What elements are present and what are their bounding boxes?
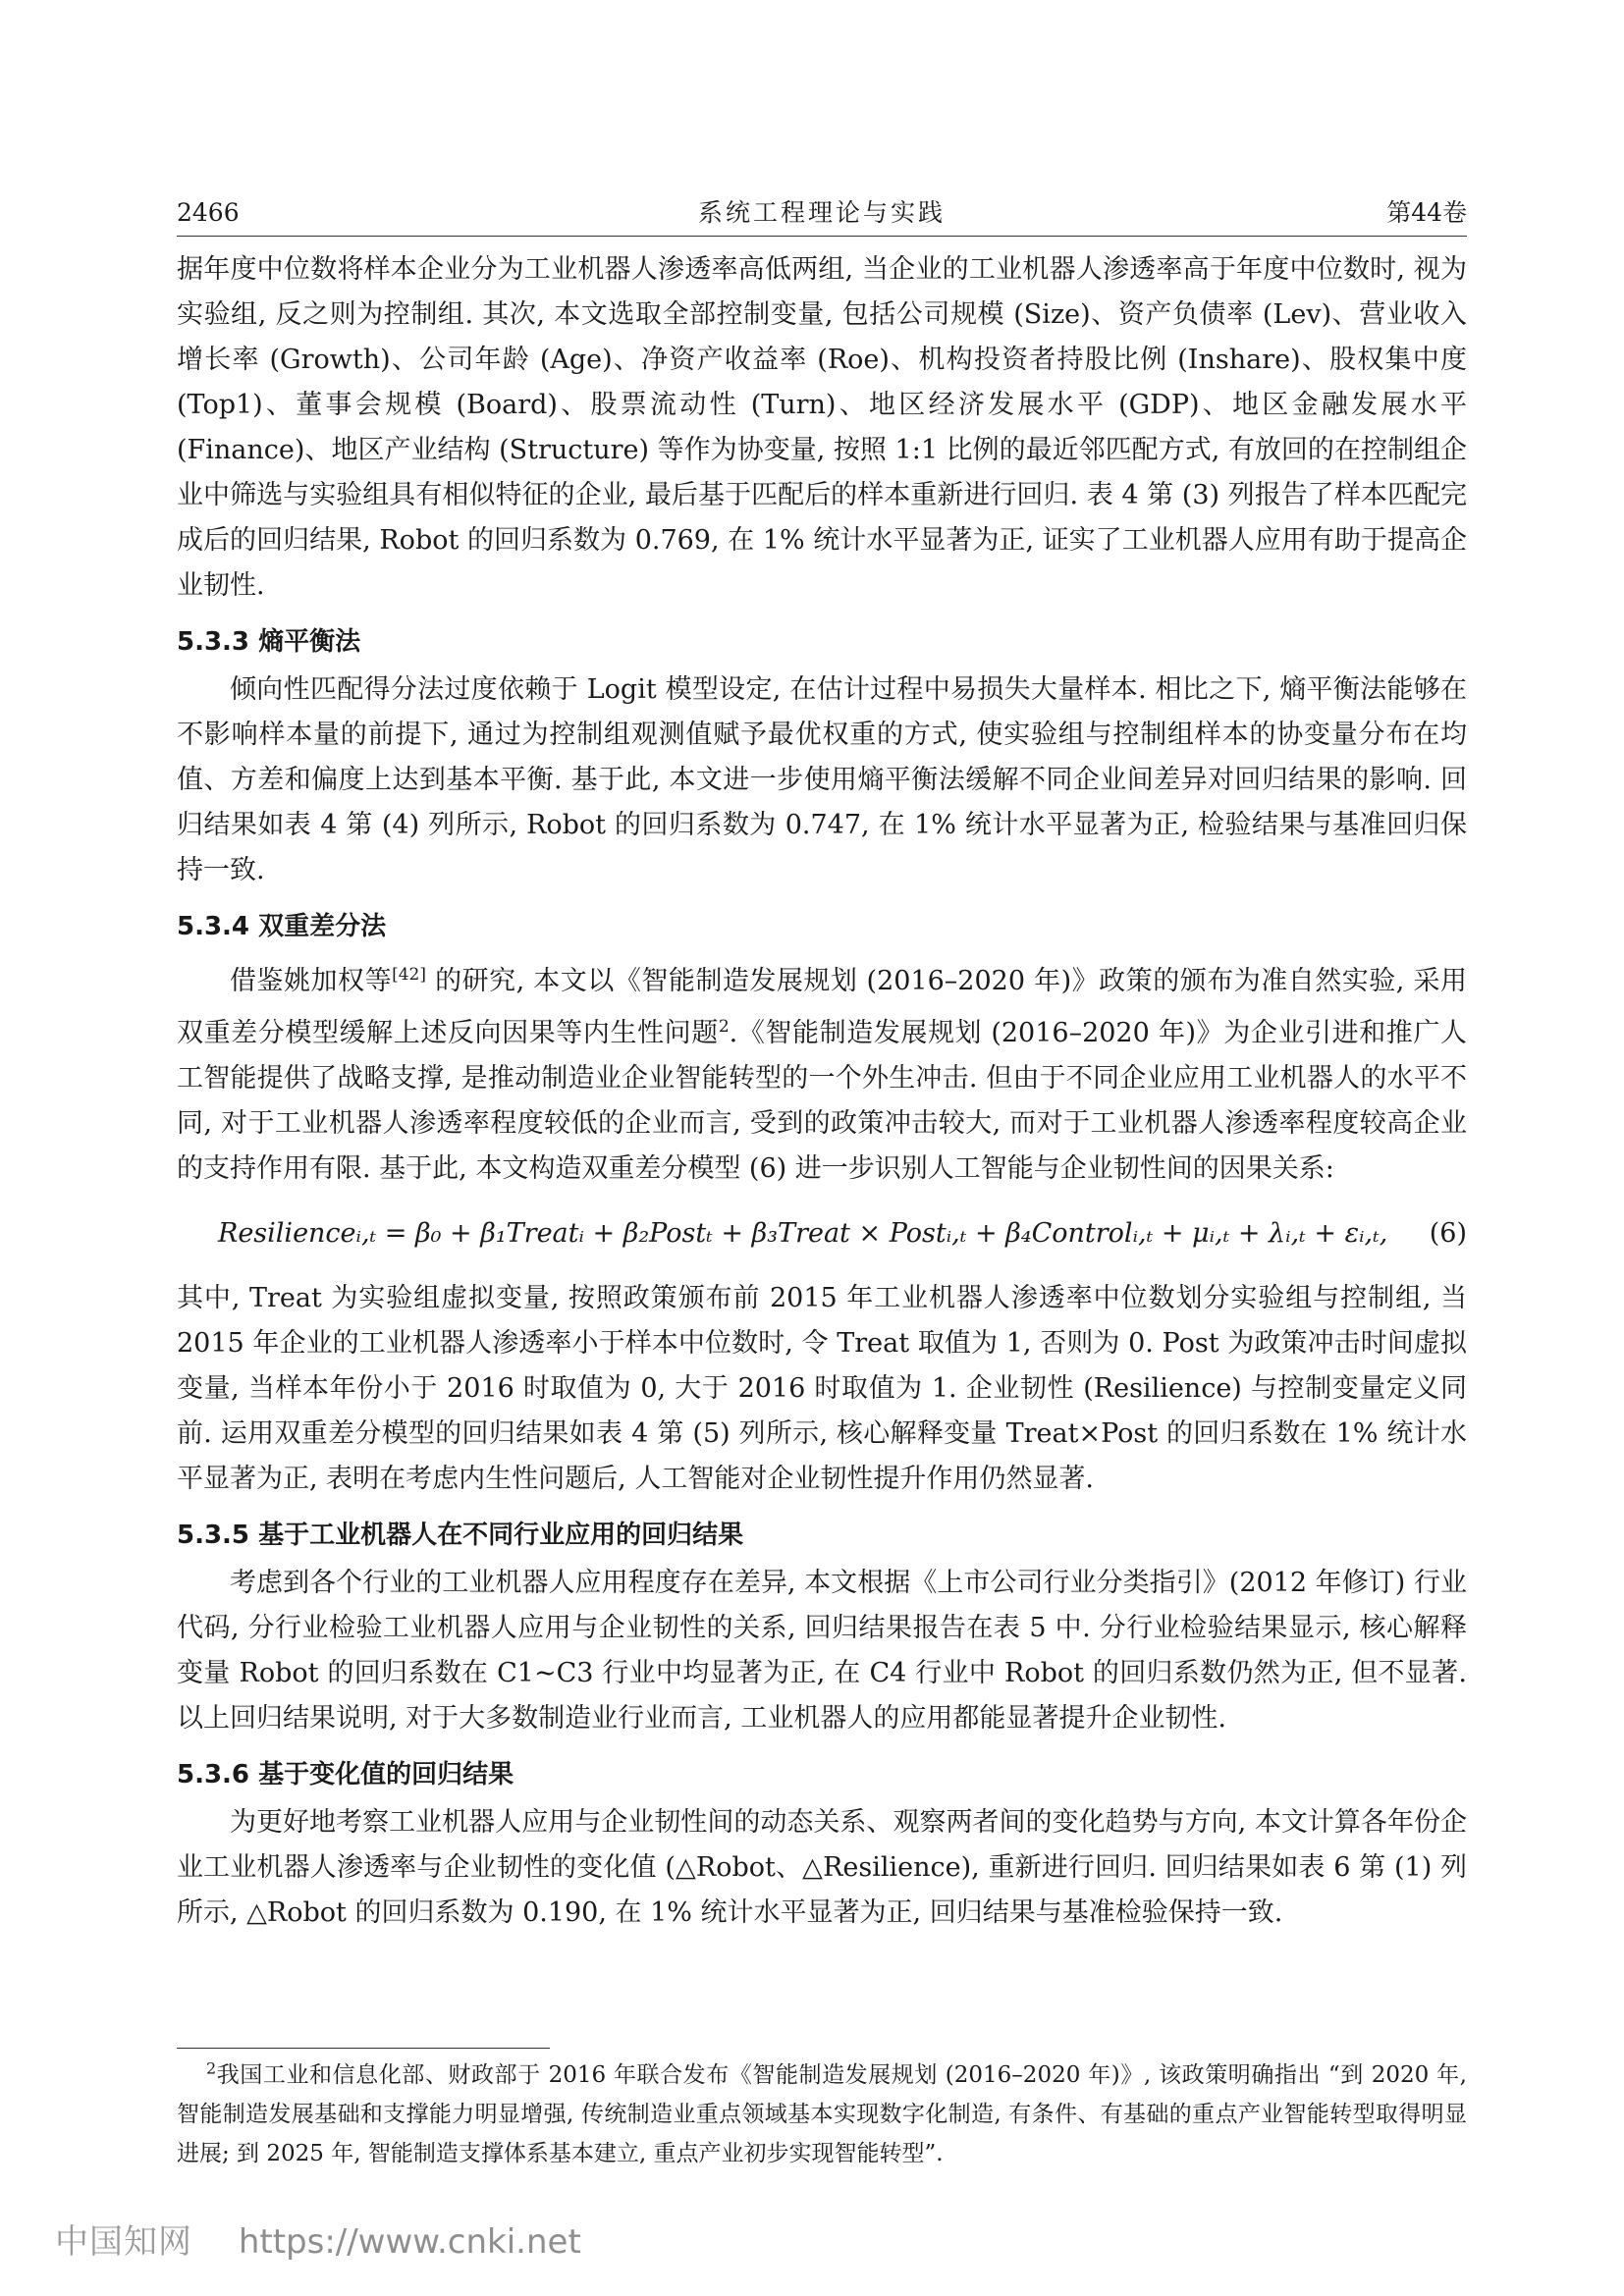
- journal-title: 系统工程理论与实践: [697, 198, 946, 227]
- citation-ref[interactable]: [42]: [392, 965, 426, 985]
- section-heading-535: 5.3.5 基于工业机器人在不同行业应用的回归结果: [177, 1521, 744, 1550]
- paragraph-continued: 据年度中位数将样本企业分为工业机器人渗透率高低两组, 当企业的工业机器人渗透率高于年度中位数时, 视为实验组, 反之则为控制组. 其次, 本文选取全部控制变量, 包括公司规模 (Size)、资产负债率 (Lev)、营业收入增长率 (Growth)、公司年龄 (Age)、净资产收益率 (Roe)、机构投资者持股比例 (Inshare)、股权集中度 (Top1)、董事会规模 (Board)、股票流动性 (Turn)、地区经济发展水平 (GDP)、地区金融发展水平 (Finance)、地区产业结构 (Structure) 等作为协变量, 按照 1:1 比例的最近邻匹配方式, 有放回的在控制组企业中筛选与实验组具有相似特征的企业, 最后基于匹配后的样本重新进行回归. 表 4 第 (3) 列报告了样本匹配完成后的回归结果, Robot 的回归系数为 0.769, 在 1% 统计水平显著为正, 证实了工业机器人应用有助于提高企业韧性.: [177, 254, 1467, 601]
- body-text: .《智能制造发展规划 (2016–2020 年)》为企业引进和推广人工智能提供了战略支撑, 是推动制造业企业智能转型的一个外生冲击. 但由于不同企业应用工业机器人的水平不同, 对于工业机器人渗透率程度较低的企业而言, 受到的政策冲击较大, 而对于工业机器人渗透率程度较高企业的支持作用有限. 基于此, 本文构造双重差分模型 (6) 进一步识别人工智能与企业韧性间的因果关系:: [177, 1018, 1467, 1184]
- section-heading-534: 5.3.4 双重差分法: [177, 912, 387, 941]
- body-text: 借鉴姚加权等: [230, 966, 393, 996]
- footnote-text: 我国工业和信息化部、财政部于 2016 年联合发布《智能制造发展规划 (2016–2020 年)》, 该政策明确指出 “到 2020 年, 智能制造发展基础和支撑能力明显增强, 传统制造业重点领域基本实现数字化制造, 有条件、有基础的重点产业智能转型取得明显进展; 到 2025 年, 智能制造支撑体系基本建立, 重点产业初步实现智能转型”.: [177, 2062, 1467, 2166]
- cnki-watermark: [55, 2215, 581, 2263]
- equation-body: Resilienceᵢ,ₜ = β₀ + β₁Treatᵢ + β₂Postₜ + β₃Treat × Postᵢ,ₜ + β₄Controlᵢ,ₜ + μᵢ,ₜ + λᵢ,ₜ + εᵢ,ₜ,: [218, 1218, 1388, 1249]
- section-534-body: [177, 952, 1467, 1192]
- footnote-mark: 2: [206, 2058, 217, 2078]
- running-head: [177, 196, 1467, 230]
- cnki-url[interactable]: https://www.cnki.net: [238, 2222, 581, 2262]
- section-heading-536: 5.3.6 基于变化值的回归结果: [177, 1760, 514, 1789]
- section-534-body-after-equation: 其中, Treat 为实验组虚拟变量, 按照政策颁布前 2015 年工业机器人渗透率中位数划分实验组与控制组, 当 2015 年企业的工业机器人渗透率小于样本中位数时, 令 Treat 取值为 1, 否则为 0. Post 为政策冲击时间虚拟变量, 当样本年份小于 2016 时取值为 0, 大于 2016 时取值为 1. 企业韧性 (Resilience) 与控制变量定义同前. 运用双重差分模型的回归结果如表 4 第 (5) 列所示, 核心解释变量 Treat×Post 的回归系数在 1% 统计水平显著为正, 表明在考虑内生性问题后, 人工智能对企业韧性提升作用仍然显著.: [177, 1283, 1467, 1494]
- footnote-ref[interactable]: 2: [718, 1017, 730, 1037]
- equation-number: (6): [1429, 1218, 1467, 1249]
- footnote-rule: [177, 2048, 550, 2049]
- section-533-body: 倾向性匹配得分法过度依赖于 Logit 模型设定, 在估计过程中易损失大量样本. 相比之下, 熵平衡法能够在不影响样本量的前提下, 通过为控制组观测值赋予最优权重的方式, 使实验组与控制组样本的协变量分布在均值、方差和偏度上达到基本平衡. 基于此, 本文进一步使用熵平衡法缓解不同企业间差异对回归结果的影响. 回归结果如表 4 第 (4) 列所示, Robot 的回归系数为 0.747, 在 1% 统计水平显著为正, 检验结果与基准回归保持一致.: [177, 674, 1467, 885]
- volume-label: 第44卷: [1386, 198, 1467, 227]
- cnki-logo-text: 中国知网: [55, 2222, 192, 2262]
- section-536-body: 为更好地考察工业机器人应用与企业韧性间的动态关系、观察两者间的变化趋势与方向, 本文计算各年份企业工业机器人渗透率与企业韧性的变化值 (△Robot、△Resilience), 重新进行回归. 回归结果如表 6 第 (1) 列所示, △Robot 的回归系数为 0.190, 在 1% 统计水平显著为正, 回归结果与基准检验保持一致.: [177, 1807, 1467, 1928]
- page-number: 2466: [177, 198, 240, 227]
- body-text: 的研究, 本文以《智能制造发展规划 (2016–2020 年)》政策的颁布为准自然实验, 采用双重差分模型缓解上述反向因果等内生性问题: [177, 966, 1467, 1048]
- footnote: [177, 2056, 1467, 2173]
- main-content: [177, 247, 1467, 1936]
- section-heading-533: 5.3.3 熵平衡法: [177, 627, 361, 657]
- equation-6: [177, 1211, 1467, 1256]
- section-535-body: 考虑到各个行业的工业机器人应用程度存在差异, 本文根据《上市公司行业分类指引》(2012 年修订) 行业代码, 分行业检验工业机器人应用与企业韧性的关系, 回归结果报告在表 5 中. 分行业检验结果显示, 核心解释变量 Robot 的回归系数在 C1∼C3 行业中均显著为正, 在 C4 行业中 Robot 的回归系数仍然为正, 但不显著. 以上回归结果说明, 对于大多数制造业行业而言, 工业机器人的应用都能显著提升企业韧性.: [177, 1568, 1467, 1734]
- header-rule: [177, 236, 1467, 237]
